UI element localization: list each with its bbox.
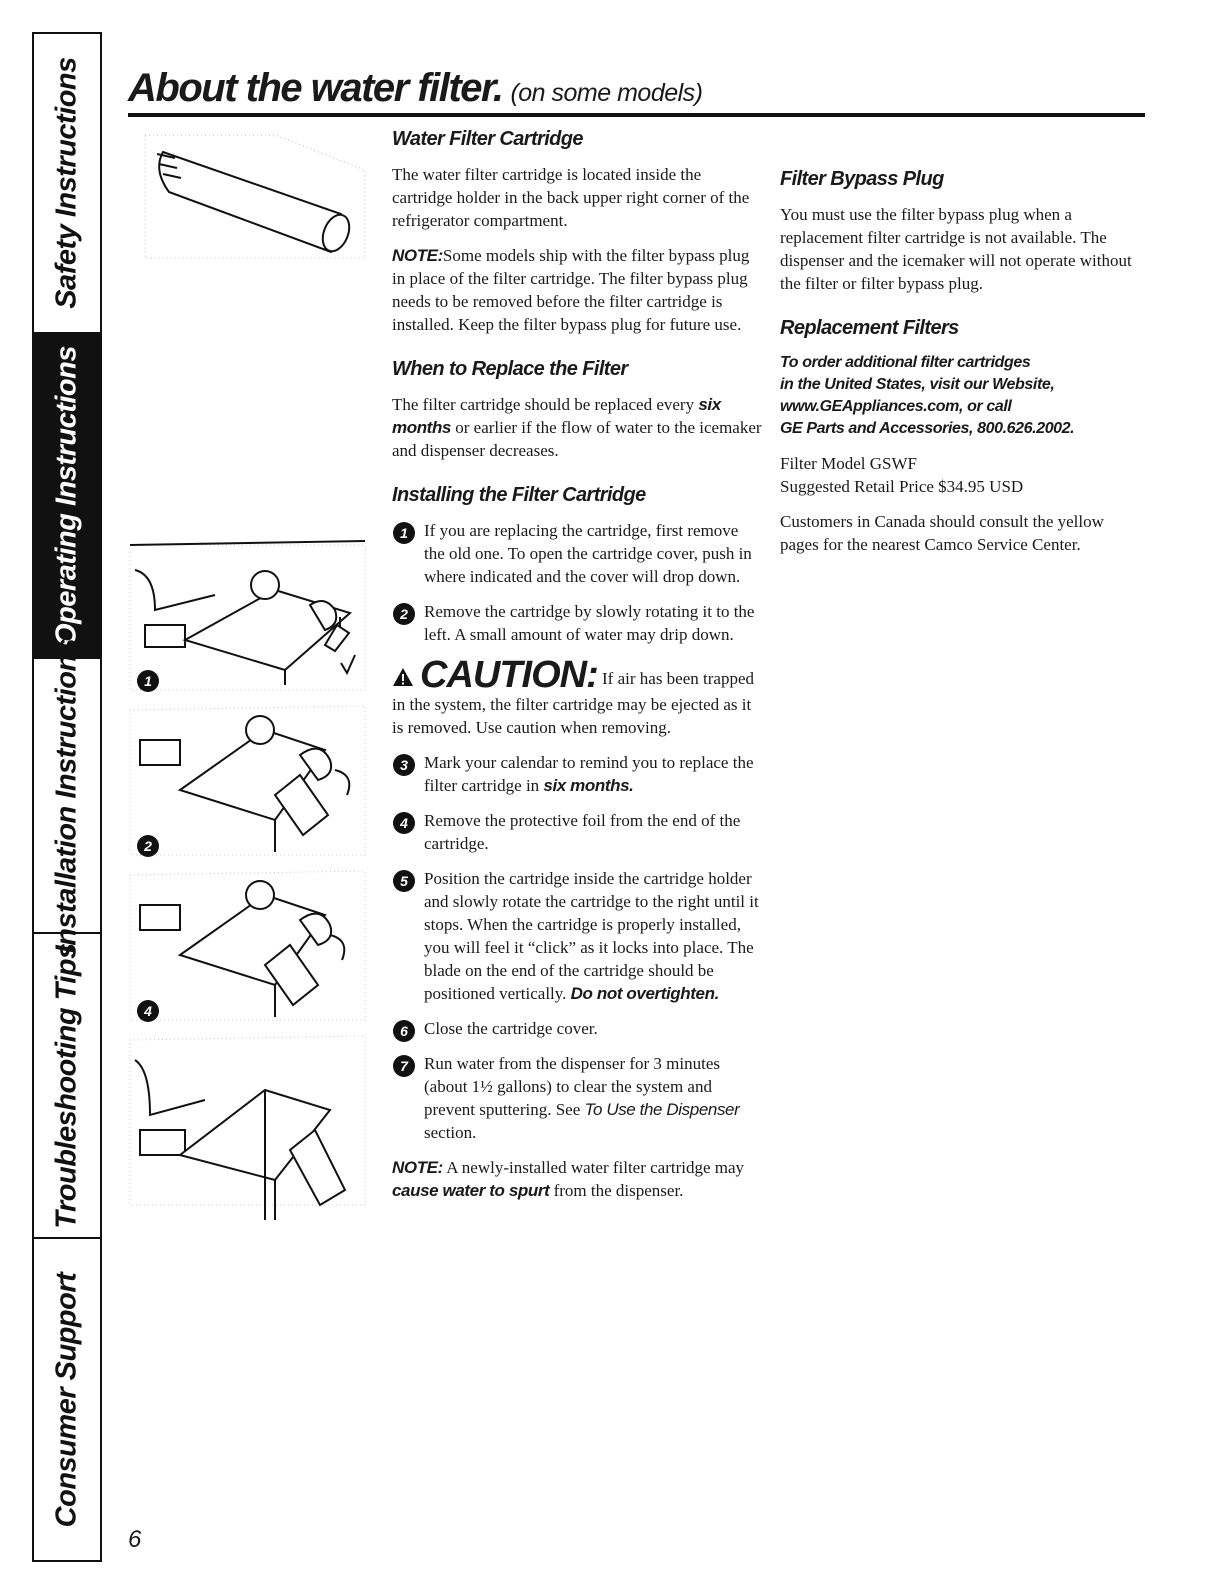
step-number: 7 <box>393 1055 415 1077</box>
cross-reference: To Use the Dispenser <box>584 1100 740 1119</box>
section-heading: Installing the Filter Cartridge <box>392 484 646 506</box>
step-number: 6 <box>393 1020 415 1042</box>
step-text: section. <box>424 1123 477 1142</box>
note-label: NOTE: <box>392 246 443 265</box>
step-text: Remove the cartridge by slowly rotating it to the left. A small amount of water may drip down. <box>424 602 755 644</box>
section-heading: Water Filter Cartridge <box>392 128 583 150</box>
tab-operating-instructions[interactable] <box>34 334 100 659</box>
step-text: If you are replacing the cartridge, first remove the old one. To open the cartridge cover, push in where indicated and the cover will drop down. <box>424 521 752 586</box>
phone-line: GE Parts and Accessories, 800.626.2002. <box>780 420 1075 437</box>
tab-consumer-support[interactable] <box>34 1239 100 1560</box>
order-line: in the United States, visit our Website, <box>780 376 1055 393</box>
order-info <box>780 352 1135 440</box>
tab-label: Safety Instructions <box>50 57 83 309</box>
tab-label: Installation Instructions <box>50 638 83 953</box>
text-run: or earlier if the flow of water to the icemaker and dispenser decreases. <box>392 418 762 460</box>
tab-safety-instructions[interactable] <box>34 34 100 334</box>
section-heading: Filter Bypass Plug <box>780 168 944 190</box>
install-step-7 <box>392 1052 762 1144</box>
tab-label: Operating Instructions <box>50 345 83 646</box>
install-step-2 <box>392 600 762 646</box>
body-text: You must use the filter bypass plug when a replacement filter cartridge is not available. The dispenser and the icemaker will not operate without the filter or filter bypass plug. <box>780 205 1132 293</box>
main-column <box>392 128 762 1214</box>
emphasis-text: Do not overtighten. <box>570 984 719 1003</box>
step-number: 4 <box>393 812 415 834</box>
text-run: from the dispenser. <box>549 1181 684 1200</box>
body-text: The water filter cartridge is located inside the cartridge holder in the back upper right corner of the refrigerator compartment. <box>392 165 750 230</box>
caution-text: If air has been trapped in the system, the filter cartridge may be ejected as it is removed. Use caution when removing. <box>392 669 754 737</box>
step-text: Remove the protective foil from the end of the cartridge. <box>424 811 741 853</box>
body-text <box>392 393 762 462</box>
step-text: Run water from the dispenser for 3 minutes (about 1½ gallons) to clear the system and prevent sputtering. See <box>424 1054 721 1119</box>
step-number: 1 <box>393 522 415 544</box>
tab-label: Consumer Support <box>50 1272 83 1527</box>
install-step-1 <box>392 519 762 588</box>
install-step-6 <box>392 1017 762 1040</box>
figure-step-number: 1 <box>137 670 159 692</box>
note-paragraph <box>392 244 762 336</box>
step-number: 5 <box>393 870 415 892</box>
filter-model: Filter Model GSWF <box>780 454 917 473</box>
note-paragraph <box>392 1156 762 1202</box>
page-title-main: About the water filter. <box>128 66 503 110</box>
title-rule <box>128 113 1145 117</box>
tab-label: Troubleshooting Tips <box>50 942 83 1229</box>
section-heading: When to Replace the Filter <box>392 358 628 380</box>
emphasis-text: six months <box>392 395 721 437</box>
step-4-illustration <box>125 865 370 1025</box>
page-title-subtitle: (on some models) <box>510 79 703 107</box>
figure-step-number: 4 <box>137 1000 159 1022</box>
step-5-illustration <box>125 1030 370 1225</box>
section-heading: Replacement Filters <box>780 317 959 339</box>
emphasis-text: cause water to spurt <box>392 1181 550 1200</box>
figure-step-number: 2 <box>137 835 159 857</box>
tab-installation-instructions[interactable] <box>34 638 100 953</box>
install-step-5 <box>392 867 762 1005</box>
caution-word: CAUTION: <box>420 654 598 696</box>
install-step-3 <box>392 751 762 797</box>
note-label: NOTE: <box>392 1158 443 1177</box>
page-title <box>128 66 703 111</box>
filter-cartridge-illustration <box>135 130 370 265</box>
website-link[interactable]: www.GEAppliances.com, or call <box>780 398 1012 415</box>
note-text: Some models ship with the filter bypass plug in place of the filter cartridge. The filter bypass plug needs to be removed before the filter cartridge is installed. Keep the filter bypass plug for future use. <box>392 246 750 334</box>
step-2-illustration <box>125 700 370 860</box>
page-number: 6 <box>128 1526 142 1553</box>
step-text: Close the cartridge cover. <box>424 1019 598 1038</box>
install-step-4 <box>392 809 762 855</box>
text-run: A newly-installed water filter cartridge may <box>442 1158 745 1177</box>
model-info <box>780 452 1135 498</box>
step-text: Position the cartridge inside the cartridge holder and slowly rotate the cartridge to the right until it stops. When the cartridge is properly installed, you will feel it “click” as it locks into place. The blade on the end of the cartridge should be positioned vertically. <box>424 869 759 1003</box>
filter-price: Suggested Retail Price $34.95 USD <box>780 477 1024 496</box>
step-number: 3 <box>393 754 415 776</box>
emphasis-text: six months. <box>543 776 634 795</box>
text-run: The filter cartridge should be replaced every <box>392 395 699 414</box>
warning-icon <box>392 667 414 693</box>
side-column <box>780 168 1135 568</box>
canada-info: Customers in Canada should consult the yellow pages for the nearest Camco Service Center. <box>780 512 1104 554</box>
step-number: 2 <box>393 603 415 625</box>
section-tabs <box>32 32 102 1562</box>
step-text: Mark your calendar to remind you to replace the filter cartridge in <box>424 753 754 795</box>
step-1-illustration <box>125 535 370 695</box>
caution-paragraph <box>392 654 762 739</box>
tab-troubleshooting-tips[interactable] <box>34 934 100 1239</box>
order-line: To order additional filter cartridges <box>780 354 1031 371</box>
